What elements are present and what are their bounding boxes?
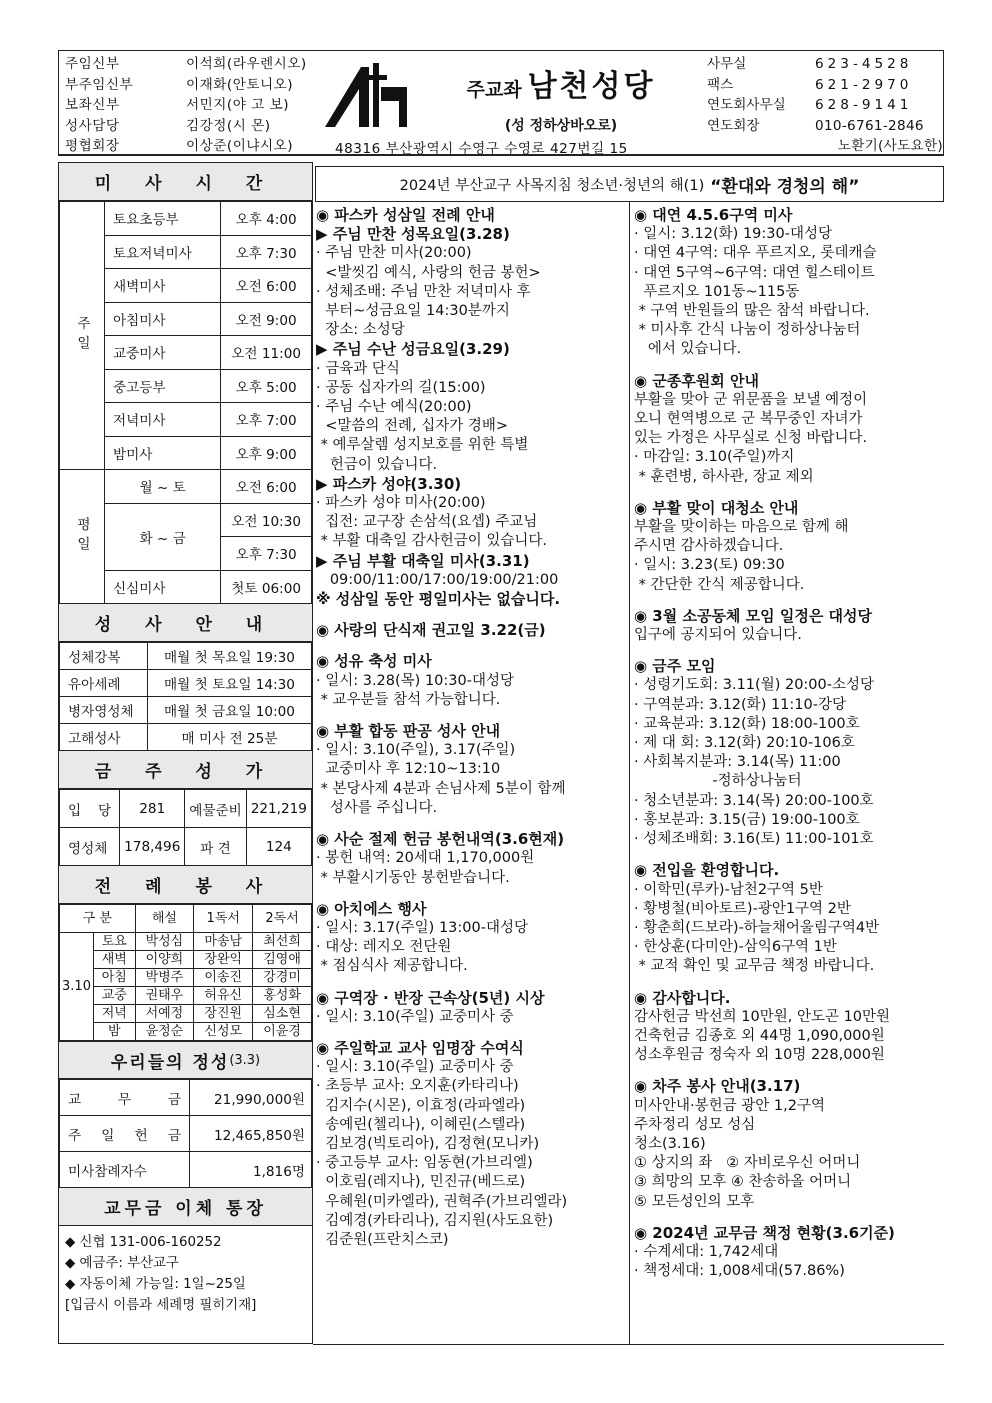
parish-logo-icon [321, 57, 411, 135]
spacer [634, 645, 944, 657]
table-row: 교중 권태우 허유신 홍성화 [60, 987, 312, 1005]
hymn-heading: 금 주 성 가 [59, 751, 312, 789]
spacer [634, 487, 944, 499]
notice-line: ▶ 파스카 성야(3.30) [316, 474, 462, 493]
notice-line: 있는 가정은 사무실로 신청 바랍니다. [634, 430, 868, 447]
table-row: 3.10 토요 박성심 마송남 최선희 [60, 933, 312, 951]
notice-line: 주시면 감사하겠습니다. [634, 538, 784, 555]
notice-line: 청소(3.16) [634, 1135, 706, 1152]
contact-row: 사무실 623-4528 [707, 56, 913, 72]
notice-line: 미사안내·봉헌금 광안 1,2구역 [634, 1097, 825, 1114]
notice-line: · 대연 5구역~6구역: 대연 힐스테이트 [634, 264, 875, 281]
spacer [316, 710, 628, 722]
sacrament-heading: 성 사 안 내 [59, 604, 312, 642]
spacer [634, 1212, 944, 1224]
notice-line: ◉ 감사합니다. [634, 988, 731, 1007]
notice-line: * 점심식사 제공합니다. [316, 958, 468, 975]
notice-line: -정하상나눔터 [634, 773, 802, 790]
notice-line: ① 상지의 좌 ② 자비로우신 어머니 [634, 1155, 861, 1172]
contact-row: 팩스 621-2970 [707, 76, 913, 93]
notice-line: · 구역분과: 3.12(화) 11:10-강당 [634, 696, 846, 713]
notice-line: · 중고등부 교사: 임동현(가브리엘) [316, 1155, 533, 1172]
notice-line: 교중미사 후 12:10~13:10 [316, 761, 501, 778]
notice-line: · 책정세대: 1,008세대(57.86%) [634, 1263, 845, 1280]
notice-line: · 봉헌 내역: 20세대 1,170,000원 [316, 850, 535, 867]
table-row: 구 분 해설 1독서 2독서 [60, 905, 312, 933]
notice-line: ◉ 군종후원회 안내 [634, 371, 759, 390]
notice-line: · 성령기도회: 3.11(월) 20:00-소성당 [634, 677, 875, 694]
bulletin-header [58, 50, 944, 156]
table-row: 고해성사 매 미사 전 25분 [60, 724, 312, 751]
notice-line: * 교적 확인 및 교무금 책정 바랍니다. [634, 958, 875, 975]
notice-line: ▶ 주님 수난 성금요일(3.29) [316, 340, 510, 359]
notice-line: · 일시: 3.10(주일) 교중미사 중 [316, 1008, 514, 1025]
spacer [316, 818, 628, 830]
notice-line: 입구에 공지되어 있습니다. [634, 627, 802, 644]
table-row: 유아세례 매월 첫 토요일 14:30 [60, 670, 312, 697]
spacer [316, 609, 628, 621]
weekday-label: 평일 [60, 470, 105, 604]
notice-line: 집전: 교구장 손삼석(요셉) 주교님 [316, 514, 538, 531]
notice-line: · 일시: 3.17(주일) 13:00-대성당 [316, 919, 528, 936]
notice-line: · 일시: 3.28(목) 10:30-대성당 [316, 672, 514, 689]
notice-line: ⑤ 모든성인의 모후 [634, 1193, 755, 1210]
notice-line: 09:00/11:00/17:00/19:00/21:00 [316, 571, 559, 588]
table-row: 입 당 281 예물준비 221,219 [60, 790, 312, 828]
clergy-list [65, 54, 307, 157]
clergy-row: 평협회장 이상준(이냐시오) [65, 138, 294, 154]
table-row: 교중미사 오전 11:00 [60, 336, 312, 370]
notice-line: ◉ 금주 모임 [634, 657, 716, 676]
notice-line: · 사회복지분과: 3.14(목) 11:00 [634, 754, 841, 771]
contact-row: 연도회장 010-6761-2846 [707, 117, 924, 134]
notice-line: * 훈련병, 하사관, 장교 제외 [634, 468, 814, 485]
notice-line: * 간단한 간식 제공합니다. [634, 576, 805, 593]
spacer [316, 1027, 628, 1039]
spacer [316, 640, 628, 652]
table-row: 저녁미사 오후 7:00 [60, 403, 312, 437]
table-row: 신심미사 첫토 06:00 [60, 570, 312, 604]
notice-line: 감사헌금 박선희 10만원, 안도곤 10만원 [634, 1008, 891, 1025]
notice-line: ◉ 대연 4.5.6구역 미사 [634, 206, 793, 224]
table-row: 중고등부 오후 5:00 [60, 369, 312, 403]
table-row: 밤미사 오후 9:00 [60, 436, 312, 470]
notice-line: · 대상: 레지오 전단원 [316, 939, 452, 956]
notice-line: · 공동 십자가의 길(15:00) [316, 379, 486, 396]
notice-line: ◉ 사순 절제 헌금 봉헌내역(3.6현재) [316, 830, 565, 849]
pastoral-theme-banner: 2024년 부산교구 사목지침 청소년·청년의 해(1) “환대와 경청의 해” [315, 166, 944, 202]
spacer [634, 595, 944, 607]
sacrament-table [59, 642, 312, 751]
notice-line: ◉ 3월 소공동체 모임 일정은 대성당 [634, 606, 873, 625]
spacer [634, 1065, 944, 1077]
table-row: 주 일 헌 금 12,465,850원 [60, 1116, 312, 1152]
clergy-row: 보좌신부 서민지(야 고 보) [65, 97, 290, 113]
clergy-row: 주임신부 이석희(라우렌시오) [65, 56, 307, 72]
notice-line: 우혜원(미카엘라), 권혁주(가브리엘라) [316, 1193, 568, 1210]
notice-line: 헌금이 있습니다. [316, 456, 438, 473]
transfer-heading: 교무금 이체 통장 [59, 1188, 312, 1226]
contact-row: 연도회사무실 628-9141 [707, 97, 913, 113]
contact-row: 노환기(사도요한) [837, 138, 943, 154]
offering-table [59, 1079, 312, 1188]
table-row: 저녁 서예정 장진원 심소현 [60, 1005, 312, 1023]
notice-line: 김예경(카타리나), 김지원(사도요한) [316, 1212, 554, 1229]
table-row: 미사참례자수 1,816명 [60, 1152, 312, 1188]
table-row: 영성체 178,496 파 견 124 [60, 828, 312, 866]
notice-line: · 수계세대: 1,742세대 [634, 1243, 779, 1260]
notice-line: 성소후원금 정숙자 외 10명 228,000원 [634, 1047, 885, 1064]
column-divider [629, 202, 630, 1344]
notice-line: 부활을 맞이하는 마음으로 함께 해 [634, 519, 849, 536]
table-row: 병자영성체 매월 첫 금요일 10:00 [60, 697, 312, 724]
notice-line: · 일시: 3.23(토) 09:30 [634, 557, 785, 574]
left-info-column [58, 162, 313, 1344]
notice-line: · 일시: 3.10(주일) 교중미사 중 [316, 1059, 514, 1076]
middle-notices-column [316, 206, 628, 1250]
spacer [316, 888, 628, 900]
patron-saint: (성 정하상바오로) [504, 118, 618, 134]
notice-line: ◉ 파스카 성삼일 전례 안내 [316, 206, 495, 224]
spacer [634, 360, 944, 372]
offering-heading: 우리들의 정성 (3.3) [59, 1041, 312, 1079]
notice-line: * 부활시기동안 봉헌받습니다. [316, 869, 510, 886]
table-row: 성체강복 매월 첫 목요일 19:30 [60, 643, 312, 670]
clergy-row: 부주임신부 이재화(안토니오) [65, 76, 294, 93]
notice-line: · 성체조배회: 3.16(토) 11:00-101호 [634, 831, 874, 848]
table-row: 새벽미사 오전 6:00 [60, 269, 312, 303]
notice-line: · 홍보분과: 3.15(금) 19:00-100호 [634, 811, 860, 828]
notice-line: ※ 성삼일 동안 평일미사는 없습니다. [316, 590, 561, 609]
notice-line: · 한상훈(다미안)-삼익6구역 1반 [634, 939, 837, 956]
spacer [634, 977, 944, 989]
table-row: 오후 7:30 [60, 537, 312, 571]
mass-times-heading: 미 사 시 간 [59, 163, 312, 201]
table-row: 교 무 금 21,990,000원 [60, 1080, 312, 1116]
notice-line: · 교육분과: 3.12(화) 18:00-100호 [634, 715, 860, 732]
notice-line: 부활을 맞아 군 위문품을 보낼 예정이 [634, 391, 868, 408]
notice-line: ◉ 2024년 교무금 책정 현황(3.6기준) [634, 1223, 895, 1242]
notice-line: * 부활 대축일 감사헌금이 있습니다. [316, 533, 548, 550]
liturgy-service-heading: 전 례 봉 사 [59, 866, 312, 904]
liturgy-service-table [59, 904, 312, 1041]
notice-line: · 제 대 회: 3.12(화) 20:10-106호 [634, 735, 855, 752]
notice-line: <말씀의 전례, 십자가 경배> [316, 418, 509, 435]
table-row: 화 ~ 금 오전 10:30 [60, 503, 312, 537]
notice-line: 송예린(첼리나), 이혜린(스텔라) [316, 1116, 526, 1133]
notice-line: · 초등부 교사: 오지훈(카타리나) [316, 1078, 519, 1095]
table-row: 새벽 이양희 장완익 김영애 [60, 951, 312, 969]
notice-line: 김보경(빅토리아), 김정현(모니카) [316, 1135, 540, 1152]
notice-line: · 일시: 3.10(주일), 3.17(주일) [316, 742, 516, 759]
table-row: 아침미사 오전 9:00 [60, 302, 312, 336]
notice-line: · 황춘희(드보라)-하늘채어울림구역4반 [634, 919, 880, 936]
parish-title: 주교좌 남천성당 (성 정하상바오로) [411, 61, 711, 135]
clergy-row: 성사담당 김강정(시 몬) [65, 117, 271, 134]
notice-line: · 파스카 성야 미사(20:00) [316, 495, 486, 512]
notice-line: ▶ 주님 부활 대축일 미사(3.31) [316, 551, 530, 570]
notice-line: · 황병철(비아토르)-광안1구역 2반 [634, 900, 851, 917]
notice-line: · 주님 수난 예식(20:00) [316, 399, 472, 416]
contact-list [707, 54, 943, 157]
notice-line: * 구역 반원들의 많은 참석 바랍니다. [634, 303, 870, 320]
notice-line: · 주님 만찬 미사(20:00) [316, 245, 472, 262]
notice-line: 오니 현역병으로 군 복무중인 자녀가 [634, 411, 863, 428]
notice-line: · 일시: 3.12(화) 19:30-대성당 [634, 226, 832, 243]
table-row: 평일 월 ~ 토 오전 6:00 [60, 470, 312, 504]
bottom-border [313, 1344, 944, 1345]
notice-line: ◉ 전입을 환영합니다. [634, 861, 780, 880]
notice-line: ◉ 성유 축성 미사 [316, 652, 432, 671]
notice-line: ◉ 부활 합동 판공 성사 안내 [316, 722, 501, 741]
notice-line: 장소: 소성당 [316, 322, 405, 339]
notice-line: · 대연 4구역: 대우 푸르지오, 롯데캐슬 [634, 245, 877, 262]
notice-line: * 교우분들 참석 가능합니다. [316, 691, 501, 708]
notice-line: · 이학민(루카)-남천2구역 5반 [634, 881, 823, 898]
notice-line: ◉ 아치에스 행사 [316, 899, 427, 918]
notice-line: 이호림(레지나), 민진규(베드로) [316, 1174, 526, 1191]
notice-line: 성사를 주십니다. [316, 799, 438, 816]
notice-line: 건축헌금 김종호 외 44명 1,090,000원 [634, 1027, 885, 1044]
hymn-table [59, 789, 312, 866]
notice-line: * 본당사제 4분과 손님사제 5분이 함께 [316, 780, 566, 797]
mass-times-table [59, 201, 312, 604]
sunday-label: 주일 [60, 202, 105, 470]
parish-address: 48316 부산광역시 수영구 수영로 427번길 15 [335, 141, 628, 157]
notice-line: · 청소년분과: 3.14(목) 20:00-100호 [634, 792, 874, 809]
notice-line: ◉ 주일학교 교사 임명장 수여식 [316, 1038, 524, 1057]
spacer [634, 849, 944, 861]
transfer-info: ◆ 신협 131-006-160252 ◆ 예금주: 부산교구 ◆ 자동이체 가능일: 1일~25일 [입금시 이름과 세례명 필히기재] [65, 1235, 257, 1313]
notice-line: 부터~성금요일 14:30분까지 [316, 303, 510, 320]
table-row: 주일 토요초등부 오후 4:00 [60, 202, 312, 236]
notice-line: * 미사후 간식 나눔이 정하상나눔터 [634, 322, 861, 339]
notice-line: 주차정리 성모 성심 [634, 1116, 756, 1133]
table-row: 토요저녁미사 오후 7:30 [60, 235, 312, 269]
notice-line: · 금육과 단식 [316, 360, 400, 377]
notice-line: 푸르지오 101동~115동 [634, 283, 800, 300]
notice-line: ◉ 차주 봉사 안내(3.17) [634, 1077, 801, 1096]
notice-line: 김지수(시몬), 이효정(라파엘라) [316, 1097, 526, 1114]
notice-line: 에서 있습니다. [634, 341, 742, 358]
notice-line: ◉ 구역장 · 반장 근속상(5년) 시상 [316, 988, 545, 1007]
notice-line: ◉ 부활 맞이 대청소 안내 [634, 498, 799, 517]
spacer [316, 977, 628, 989]
notice-line: · 성체조배: 주님 만찬 저녁미사 후 [316, 283, 531, 300]
notice-line: · 마감일: 3.10(주일)까지 [634, 449, 795, 466]
notice-line: 김준원(프란치스코) [316, 1231, 449, 1248]
notice-line: ◉ 사랑의 단식재 권고일 3.22(금) [316, 621, 546, 640]
notice-line: * 예루살렘 성지보호를 위한 특별 [316, 437, 529, 454]
notice-line: ③ 희망의 모후 ④ 찬송하올 어머니 [634, 1174, 852, 1191]
notice-line: ▶ 주님 만찬 성목요일(3.28) [316, 225, 510, 244]
notice-line: <발씻김 예식, 사랑의 헌금 봉헌> [316, 264, 541, 281]
table-row: 밤 윤정순 신성모 이윤경 [60, 1023, 312, 1041]
table-row: 아침 박병주 이송진 강경미 [60, 969, 312, 987]
right-notices-column [634, 206, 944, 1281]
